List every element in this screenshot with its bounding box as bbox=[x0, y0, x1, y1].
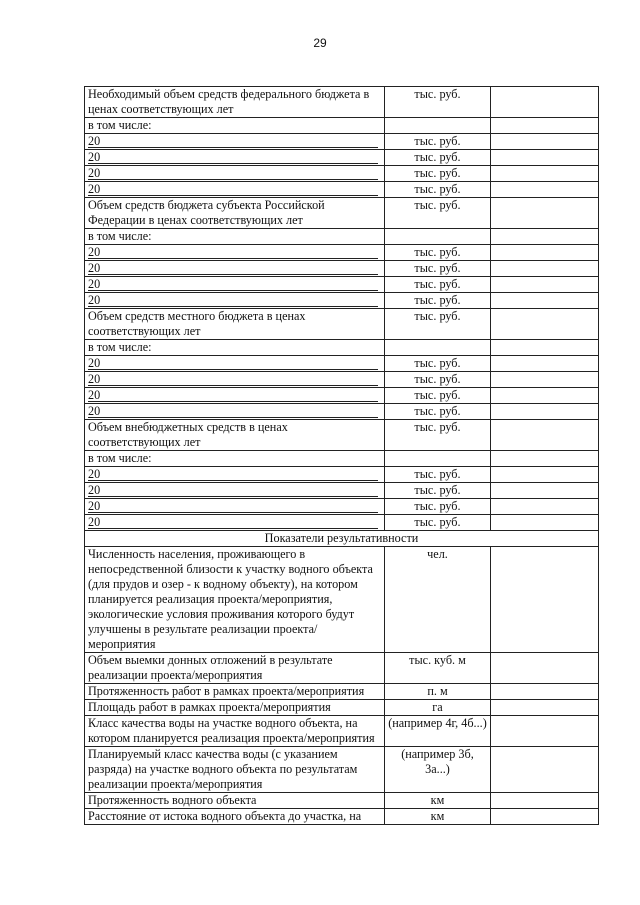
unit-cell: тыс. руб. bbox=[385, 467, 491, 483]
indicator-label: Протяженность работ в рамках проекта/мероприятия bbox=[85, 684, 385, 700]
year-label: 20 bbox=[88, 277, 378, 291]
table-row bbox=[85, 793, 599, 809]
year-label: 20 bbox=[88, 467, 378, 481]
table-row bbox=[85, 182, 599, 198]
indicator-label: Объем средств местного бюджета в ценах соответствующих лет bbox=[85, 309, 385, 340]
table-row bbox=[85, 340, 599, 356]
value-cell[interactable] bbox=[491, 340, 599, 356]
value-cell[interactable] bbox=[491, 483, 599, 499]
indicator-label: Численность населения, проживающего в непосредственной близости к участку водного объекта (для прудов и озер - к водному объекту), на котором планируется реализация проекта/мероприятия, экологические условия проживания которого будут улучшены в результате реализации проекта/мероприятия bbox=[85, 547, 385, 653]
table-row bbox=[85, 467, 599, 483]
subheading-cell: в том числе: bbox=[85, 340, 385, 356]
table-row bbox=[85, 483, 599, 499]
year-label: 20 bbox=[88, 134, 378, 148]
year-cell bbox=[85, 388, 385, 404]
subheading-cell: в том числе: bbox=[85, 229, 385, 245]
unit-cell: тыс. руб. bbox=[385, 515, 491, 531]
value-cell[interactable] bbox=[491, 182, 599, 198]
table-row bbox=[85, 150, 599, 166]
year-cell bbox=[85, 356, 385, 372]
value-cell[interactable] bbox=[491, 229, 599, 245]
value-cell[interactable] bbox=[491, 809, 599, 825]
value-cell[interactable] bbox=[491, 404, 599, 420]
unit-cell bbox=[385, 229, 491, 245]
year-label: 20 bbox=[88, 372, 378, 386]
table-row bbox=[85, 684, 599, 700]
table-row bbox=[85, 653, 599, 684]
year-label: 20 bbox=[88, 388, 378, 402]
year-cell bbox=[85, 166, 385, 182]
year-cell bbox=[85, 499, 385, 515]
unit-cell: тыс. руб. bbox=[385, 499, 491, 515]
year-cell bbox=[85, 134, 385, 150]
table-row bbox=[85, 229, 599, 245]
unit-cell: тыс. руб. bbox=[385, 388, 491, 404]
unit-cell: км bbox=[385, 793, 491, 809]
year-label: 20 bbox=[88, 404, 378, 418]
value-cell[interactable] bbox=[491, 277, 599, 293]
unit-cell: тыс. руб. bbox=[385, 356, 491, 372]
form-table bbox=[84, 86, 599, 825]
table-row bbox=[85, 499, 599, 515]
value-cell[interactable] bbox=[491, 134, 599, 150]
table-row bbox=[85, 134, 599, 150]
indicator-label: Протяженность водного объекта bbox=[85, 793, 385, 809]
table-row bbox=[85, 261, 599, 277]
table-row bbox=[85, 118, 599, 134]
section-header-row bbox=[85, 531, 599, 547]
unit-cell: тыс. руб. bbox=[385, 182, 491, 198]
value-cell[interactable] bbox=[491, 372, 599, 388]
year-label: 20 bbox=[88, 261, 378, 275]
year-cell bbox=[85, 515, 385, 531]
value-cell[interactable] bbox=[491, 499, 599, 515]
year-label: 20 bbox=[88, 182, 378, 196]
table-row bbox=[85, 388, 599, 404]
table-row bbox=[85, 451, 599, 467]
subheading-cell: в том числе: bbox=[85, 118, 385, 134]
year-label: 20 bbox=[88, 515, 378, 529]
unit-cell: тыс. руб. bbox=[385, 166, 491, 182]
table-row bbox=[85, 356, 599, 372]
indicator-label: Расстояние от истока водного объекта до участка, на bbox=[85, 809, 385, 825]
unit-cell: тыс. руб. bbox=[385, 134, 491, 150]
year-cell bbox=[85, 245, 385, 261]
unit-cell: тыс. руб. bbox=[385, 309, 491, 340]
indicator-label: Класс качества воды на участке водного объекта, на котором планируется реализация проекта/мероприятия bbox=[85, 716, 385, 747]
table-row bbox=[85, 420, 599, 451]
value-cell[interactable] bbox=[491, 118, 599, 134]
year-cell bbox=[85, 372, 385, 388]
value-cell[interactable] bbox=[491, 356, 599, 372]
unit-cell: тыс. руб. bbox=[385, 293, 491, 309]
year-label: 20 bbox=[88, 356, 378, 370]
value-cell[interactable] bbox=[491, 309, 599, 340]
table-row bbox=[85, 245, 599, 261]
table-row bbox=[85, 277, 599, 293]
year-label: 20 bbox=[88, 293, 378, 307]
year-cell bbox=[85, 404, 385, 420]
table-row bbox=[85, 372, 599, 388]
table-row bbox=[85, 87, 599, 118]
unit-cell: тыс. руб. bbox=[385, 245, 491, 261]
year-cell bbox=[85, 293, 385, 309]
value-cell[interactable] bbox=[491, 467, 599, 483]
table-row bbox=[85, 747, 599, 793]
value-cell[interactable] bbox=[491, 793, 599, 809]
unit-cell: тыс. руб. bbox=[385, 483, 491, 499]
indicator-label: Объем внебюджетных средств в ценах соответствующих лет bbox=[85, 420, 385, 451]
value-cell[interactable] bbox=[491, 245, 599, 261]
indicator-label: Объем выемки донных отложений в результате реализации проекта/мероприятия bbox=[85, 653, 385, 684]
indicator-label: Необходимый объем средств федерального бюджета в ценах соответствующих лет bbox=[85, 87, 385, 118]
table-row bbox=[85, 293, 599, 309]
unit-cell: км bbox=[385, 809, 491, 825]
unit-cell bbox=[385, 340, 491, 356]
table-row bbox=[85, 198, 599, 229]
year-cell bbox=[85, 483, 385, 499]
year-cell bbox=[85, 261, 385, 277]
table-row bbox=[85, 166, 599, 182]
page-number: 29 bbox=[313, 36, 327, 50]
value-cell[interactable] bbox=[491, 700, 599, 716]
unit-cell: тыс. руб. bbox=[385, 261, 491, 277]
value-cell[interactable] bbox=[491, 388, 599, 404]
unit-cell: тыс. руб. bbox=[385, 372, 491, 388]
value-cell[interactable] bbox=[491, 747, 599, 793]
indicator-label: Планируемый класс качества воды (с указанием разряда) на участке водного объекта по результатам реализации проекта/мероприятия bbox=[85, 747, 385, 793]
value-cell[interactable] bbox=[491, 716, 599, 747]
year-label: 20 bbox=[88, 150, 378, 164]
value-cell[interactable] bbox=[491, 150, 599, 166]
unit-cell: п. м bbox=[385, 684, 491, 700]
unit-cell: тыс. руб. bbox=[385, 420, 491, 451]
value-cell[interactable] bbox=[491, 420, 599, 451]
value-cell[interactable] bbox=[491, 261, 599, 277]
value-cell[interactable] bbox=[491, 515, 599, 531]
unit-cell bbox=[385, 118, 491, 134]
year-cell bbox=[85, 277, 385, 293]
year-cell bbox=[85, 182, 385, 198]
indicator-label: Площадь работ в рамках проекта/мероприятия bbox=[85, 700, 385, 716]
year-label: 20 bbox=[88, 499, 378, 513]
year-label: 20 bbox=[88, 245, 378, 259]
unit-cell: га bbox=[385, 700, 491, 716]
unit-cell: (например 3б, 3а...) bbox=[385, 747, 491, 793]
unit-cell: (например 4г, 4б...) bbox=[385, 716, 491, 747]
unit-cell: тыс. руб. bbox=[385, 198, 491, 229]
unit-cell bbox=[385, 451, 491, 467]
value-cell[interactable] bbox=[491, 293, 599, 309]
section-title: Показатели результативности bbox=[85, 531, 599, 547]
table-row bbox=[85, 809, 599, 825]
year-label: 20 bbox=[88, 483, 378, 497]
value-cell[interactable] bbox=[491, 653, 599, 684]
unit-cell: тыс. руб. bbox=[385, 87, 491, 118]
value-cell[interactable] bbox=[491, 166, 599, 182]
table-row bbox=[85, 515, 599, 531]
value-cell[interactable] bbox=[491, 547, 599, 653]
unit-cell: чел. bbox=[385, 547, 491, 653]
year-cell bbox=[85, 467, 385, 483]
table-row bbox=[85, 404, 599, 420]
unit-cell: тыс. куб. м bbox=[385, 653, 491, 684]
value-cell[interactable] bbox=[491, 87, 599, 118]
subheading-cell: в том числе: bbox=[85, 451, 385, 467]
table-row bbox=[85, 700, 599, 716]
year-cell bbox=[85, 150, 385, 166]
indicator-label: Объем средств бюджета субъекта Российской Федерации в ценах соответствующих лет bbox=[85, 198, 385, 229]
unit-cell: тыс. руб. bbox=[385, 404, 491, 420]
table-row bbox=[85, 716, 599, 747]
unit-cell: тыс. руб. bbox=[385, 277, 491, 293]
table-row bbox=[85, 309, 599, 340]
value-cell[interactable] bbox=[491, 198, 599, 229]
value-cell[interactable] bbox=[491, 684, 599, 700]
year-label: 20 bbox=[88, 166, 378, 180]
unit-cell: тыс. руб. bbox=[385, 150, 491, 166]
table-row bbox=[85, 547, 599, 653]
value-cell[interactable] bbox=[491, 451, 599, 467]
